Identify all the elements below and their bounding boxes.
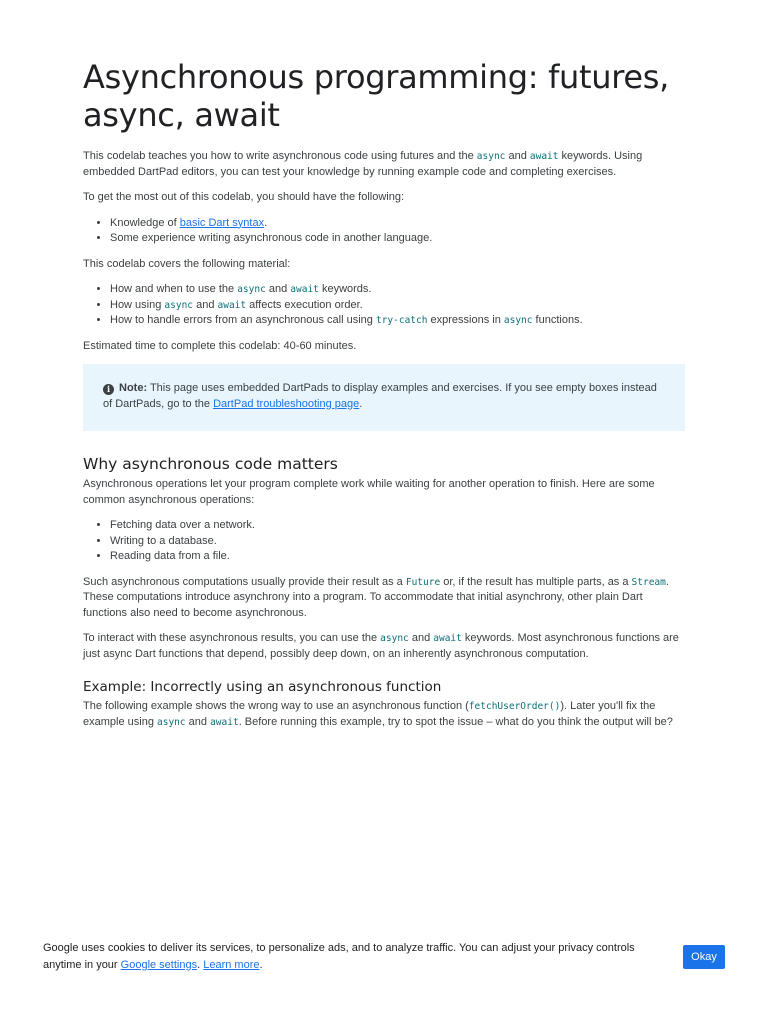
why-paragraph-3: To interact with these asynchronous results, you can use the async and await keywords. Most asynchronous functions are just async Dart functions that depend, possibly deep down, on an inherently asynchronous computation. <box>83 632 679 660</box>
inline-code: async <box>503 315 533 326</box>
main-content <box>83 58 685 740</box>
inline-code: Stream <box>631 576 666 588</box>
google-settings-link[interactable]: Google settings <box>120 958 198 971</box>
inline-code: async <box>157 716 186 728</box>
list-item: • How using async and await affects execution order. <box>110 298 685 314</box>
inline-code: await <box>529 151 559 162</box>
inline-code: await <box>433 633 462 644</box>
note-box: i Note: This page uses embedded DartPads to display examples and exercises. If you see empty boxes instead of DartPads, go to the DartPad troubleshooting page. <box>83 364 685 431</box>
inline-code: async <box>476 151 506 162</box>
note-label: Note: <box>119 382 148 394</box>
okay-button[interactable]: Okay <box>683 945 725 969</box>
covers-intro: This codelab covers the following material: <box>83 257 291 270</box>
inline-code: await <box>217 299 247 311</box>
inline-code: Future <box>405 576 441 588</box>
why-paragraph-1: Asynchronous operations let your program complete work while waiting for another operation to finish. Here are some common asynchronous operations: <box>83 478 655 506</box>
prereq-list <box>83 216 685 247</box>
list-item: • Knowledge of basic Dart syntax. <box>110 216 685 232</box>
list-item: • How and when to use the async and await keywords. <box>110 282 685 298</box>
why-paragraph-2: Such asynchronous computations usually provide their result as a Future or, if the result has multiple parts, as a Stream. These computations introduce asynchrony into a program. To accommodate that initial asynchrony, other plain Dart functions also need to become asynchronous. <box>83 575 669 619</box>
list-item: • Fetching data over a network. <box>110 518 685 534</box>
list-item: • Writing to a database. <box>110 534 685 550</box>
list-item: • Reading data from a file. <box>110 549 685 565</box>
section-heading-example: Example: Incorrectly using an asynchronous function <box>83 679 442 695</box>
covers-list <box>83 282 685 329</box>
intro-paragraph: This codelab teaches you how to write asynchronous code using futures and the async and await keywords. Using embedded DartPad editors, you can test your knowledge by running example code and completing exercises. <box>83 150 643 178</box>
inline-code: await <box>210 716 239 728</box>
basic-dart-syntax-link[interactable]: basic Dart syntax <box>179 216 265 229</box>
inline-code: async <box>380 633 409 644</box>
example-paragraph: The following example shows the wrong way to use an asynchronous function (fetchUserOrder()). Later you'll fix the example using async and await. Before running this example, try to spot the issue – what do you think the output will be? <box>83 700 673 728</box>
cookie-text: Google uses cookies to deliver its services, to personalize ads, and to analyze traffic. You can adjust your privacy controls anytime in your Google settings. Learn more. <box>43 942 635 971</box>
inline-code: await <box>290 284 319 295</box>
cookie-banner <box>0 930 768 1024</box>
inline-code: try-catch <box>375 315 428 326</box>
learn-more-link[interactable]: Learn more <box>203 958 260 971</box>
info-icon: i <box>103 384 114 395</box>
async-ops-list <box>83 518 685 565</box>
inline-code: async <box>237 284 266 295</box>
list-item: • Some experience writing asynchronous code in another language. <box>110 231 685 247</box>
inline-code: fetchUserOrder() <box>468 701 561 712</box>
dartpad-troubleshooting-link[interactable]: DartPad troubleshooting page <box>213 397 360 410</box>
list-item: • How to handle errors from an asynchronous call using try-catch expressions in async functions. <box>110 313 685 329</box>
inline-code: async <box>164 299 194 311</box>
section-heading-why: Why asynchronous code matters <box>83 455 338 473</box>
estimated-time: Estimated time to complete this codelab: 40-60 minutes. <box>83 339 357 352</box>
prereq-intro: To get the most out of this codelab, you should have the following: <box>83 191 405 203</box>
page-title: Asynchronous programming: futures, async, await <box>83 58 670 134</box>
